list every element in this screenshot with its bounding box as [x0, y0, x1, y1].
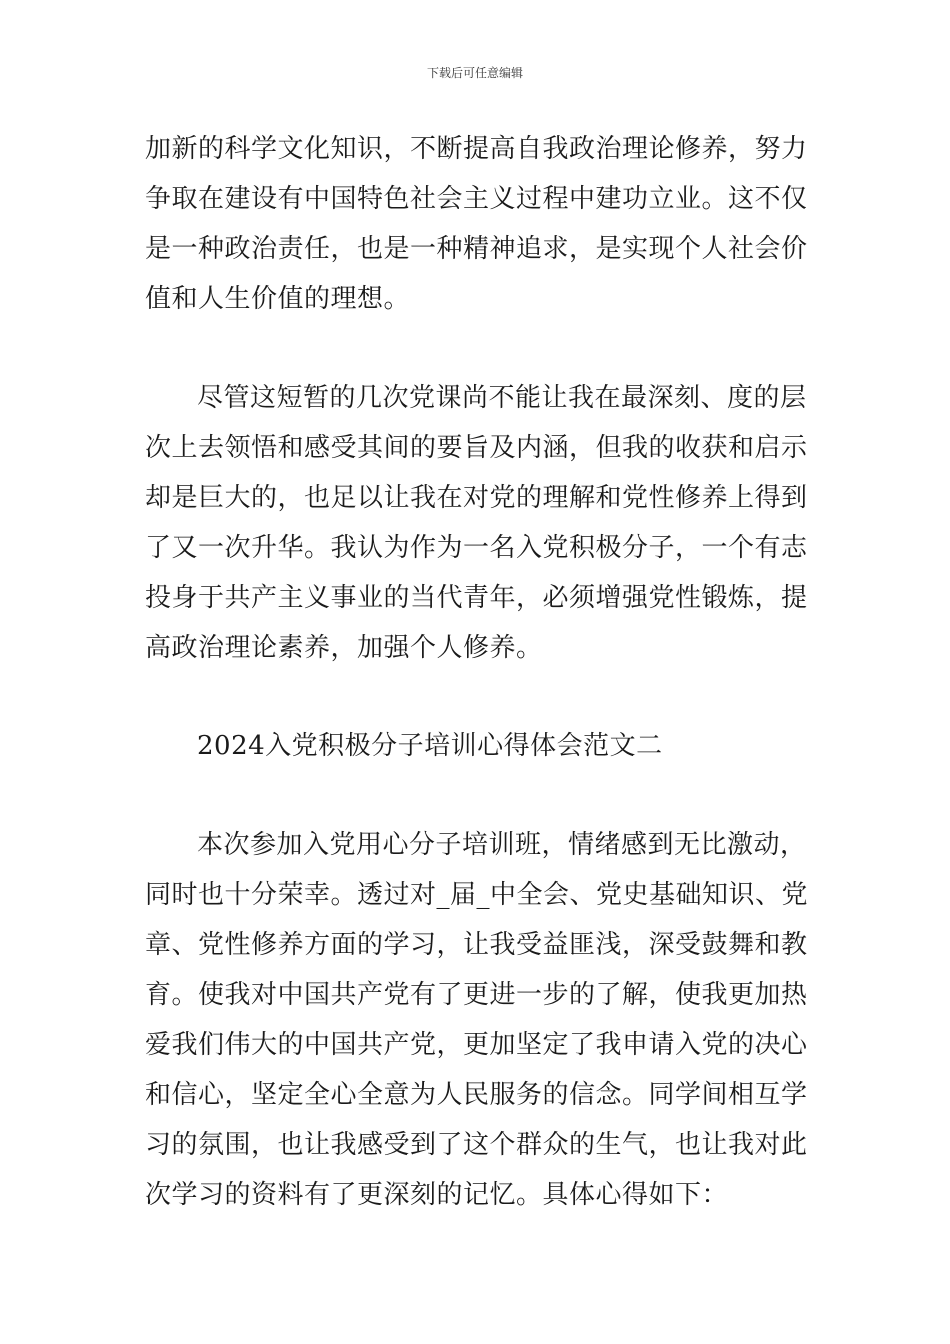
paragraph-line: 育。使我对中国共产党有了更进一步的了解，使我更加热: [145, 980, 808, 1010]
paragraph-line: 了又一次升华。我认为作为一名入党积极分子，一个有志: [145, 533, 808, 563]
paragraph-line: 次学习的资料有了更深刻的记忆。具体心得如下：: [145, 1180, 729, 1210]
paragraph-line: 尽管这短暂的几次党课尚不能让我在最深刻、度的层: [197, 383, 807, 413]
paragraph-line: 值和人生价值的理想。: [145, 284, 411, 314]
page-header: 下载后可任意编辑: [426, 66, 523, 80]
paragraph-3: [145, 820, 810, 1220]
paragraph-line: 投身于共产主义事业的当代青年，必须增强党性锻炼，提: [145, 583, 808, 613]
paragraph-line: 本次参加入党用心分子培训班，情绪感到无比激动，: [197, 830, 807, 860]
paragraph-line: 爱我们伟大的中国共产党，更加坚定了我申请入党的决心: [145, 1030, 808, 1060]
paragraph-line: 却是巨大的，也足以让我在对党的理解和党性修养上得到: [145, 483, 808, 513]
paragraph-1: [145, 124, 810, 324]
paragraph-line: 高政治理论素养，加强个人修养。: [145, 633, 543, 663]
paragraph-line: 次上去领悟和感受其间的要旨及内涵，但我的收获和启示: [145, 433, 808, 463]
section-heading-text: 2024入党积极分子培训心得体会范文二: [197, 731, 663, 761]
paragraph-2: [145, 373, 810, 673]
paragraph-line: 和信心，坚定全心全意为人民服务的信念。同学间相互学: [145, 1080, 808, 1110]
paragraph-line: 章、党性修养方面的学习，让我受益匪浅，深受鼓舞和教: [145, 930, 808, 960]
section-heading: [145, 721, 810, 771]
paragraph-line: 是一种政治责任，也是一种精神追求，是实现个人社会价: [145, 234, 808, 264]
paragraph-line: 同时也十分荣幸。透过对_届_中全会、党史基础知识、党: [145, 880, 809, 910]
paragraph-line: 争取在建设有中国特色社会主义过程中建功立业。这不仅: [145, 184, 808, 214]
paragraph-line: 习的氛围，也让我感受到了这个群众的生气，也让我对此: [145, 1130, 808, 1160]
paragraph-line: 加新的科学文化知识，不断提高自我政治理论修养，努力: [145, 134, 808, 164]
